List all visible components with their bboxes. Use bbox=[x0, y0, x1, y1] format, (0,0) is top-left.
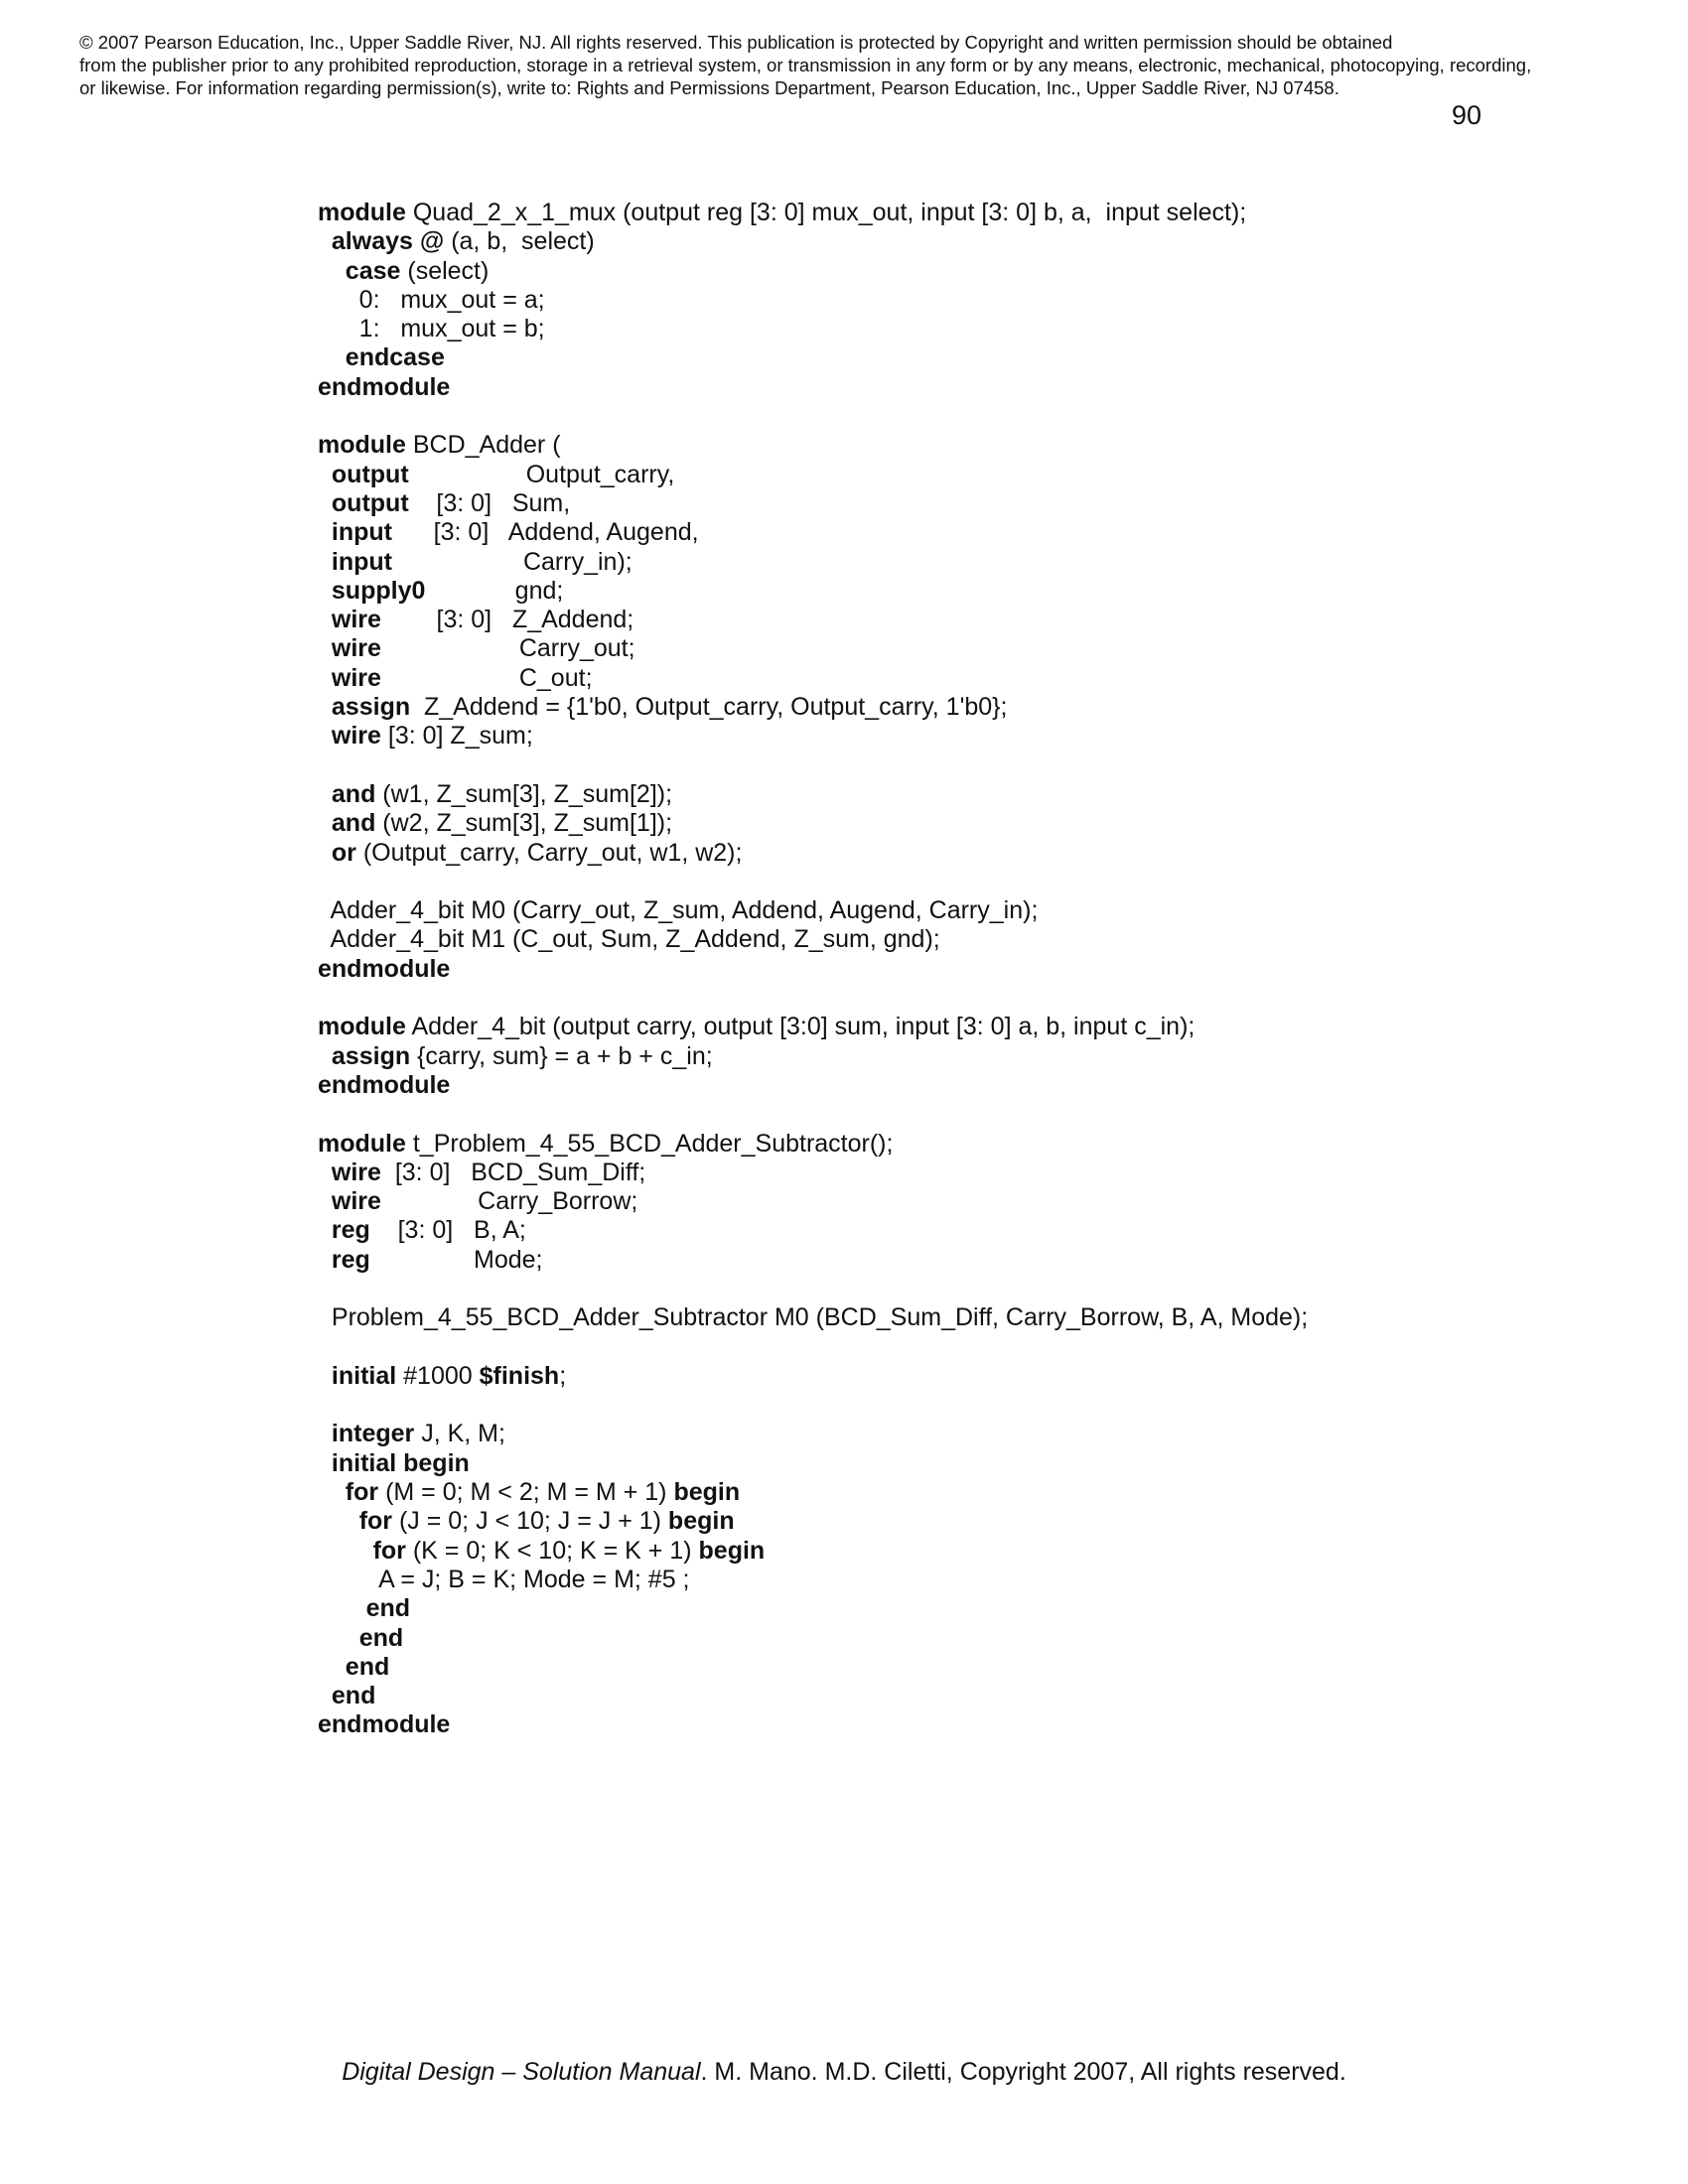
code-line bbox=[318, 1391, 1308, 1420]
code-line bbox=[318, 634, 1308, 663]
code-text: Output_carry, bbox=[408, 460, 675, 488]
code-keyword: for bbox=[372, 1536, 406, 1565]
code-line bbox=[318, 1100, 1308, 1129]
code-text bbox=[318, 722, 332, 750]
code-text: ; bbox=[559, 1361, 567, 1390]
code-text: C_out; bbox=[380, 663, 593, 692]
code-keyword: wire bbox=[331, 663, 381, 692]
code-line bbox=[318, 286, 1308, 315]
copyright-line: from the publisher prior to any prohibited reproduction, storage in a retrieval system, or transmission in any form or by any means, electronic, mechanical, photocopying, recording, bbox=[79, 55, 1532, 75]
code-keyword: wire bbox=[331, 1187, 381, 1216]
code-text bbox=[318, 780, 332, 808]
code-keyword: endmodule bbox=[318, 372, 451, 401]
code-keyword: module bbox=[318, 431, 406, 460]
code-line bbox=[318, 1159, 1308, 1187]
code-line bbox=[318, 548, 1308, 577]
code-text bbox=[318, 489, 332, 517]
code-text: [3: 0] Z_sum; bbox=[380, 722, 533, 751]
code-text: [3: 0] B, A; bbox=[369, 1216, 526, 1245]
code-keyword: case bbox=[345, 256, 401, 285]
code-line bbox=[318, 227, 1308, 256]
code-keyword: integer bbox=[331, 1420, 415, 1448]
code-line bbox=[318, 199, 1308, 227]
code-text bbox=[318, 1507, 359, 1535]
code-keyword: wire bbox=[331, 606, 381, 634]
code-text bbox=[318, 606, 332, 633]
code-line bbox=[318, 896, 1308, 925]
code-text bbox=[318, 461, 332, 488]
code-text bbox=[318, 1187, 332, 1215]
code-line bbox=[318, 489, 1308, 518]
code-line bbox=[318, 955, 1308, 984]
code-text: gnd; bbox=[425, 576, 564, 605]
code-line bbox=[318, 1130, 1308, 1159]
code-text bbox=[318, 693, 332, 721]
code-line bbox=[318, 606, 1308, 634]
code-text: J, K, M; bbox=[414, 1420, 505, 1448]
code-line bbox=[318, 722, 1308, 751]
code-keyword: module bbox=[318, 1013, 406, 1041]
code-text: Adder_4_bit M0 (Carry_out, Z_sum, Addend, Augend, Carry_in); bbox=[318, 896, 1039, 925]
footer-credits: . M. Mano. M.D. Ciletti, Copyright 2007, All rights reserved. bbox=[700, 2058, 1346, 2086]
code-line bbox=[318, 1653, 1308, 1682]
code-keyword: module bbox=[318, 199, 406, 226]
code-text bbox=[318, 1653, 346, 1681]
code-keyword: begin bbox=[673, 1478, 741, 1507]
code-keyword: $finish bbox=[479, 1361, 560, 1390]
code-text: (w1, Z_sum[3], Z_sum[2]); bbox=[375, 779, 673, 808]
code-line bbox=[318, 1362, 1308, 1391]
page-number: 90 bbox=[1452, 100, 1482, 130]
code-line bbox=[318, 577, 1308, 606]
code-line bbox=[318, 1042, 1308, 1071]
code-text: [3: 0] BCD_Sum_Diff; bbox=[380, 1158, 646, 1186]
code-keyword: and bbox=[331, 779, 376, 808]
code-keyword: endmodule bbox=[318, 1710, 451, 1739]
copyright-line: or likewise. For information regarding permission(s), write to: Rights and Permissions Department, Pearson Education, Inc., Upper Saddle River, NJ 07458. bbox=[79, 77, 1339, 98]
code-text bbox=[318, 1624, 359, 1652]
code-line bbox=[318, 1187, 1308, 1216]
code-line bbox=[318, 1537, 1308, 1566]
code-keyword: begin bbox=[667, 1507, 735, 1536]
verilog-code-listing bbox=[318, 199, 1308, 1740]
code-line bbox=[318, 257, 1308, 286]
code-text: Adder_4_bit M1 (C_out, Sum, Z_Addend, Z_sum, gnd); bbox=[318, 925, 940, 954]
code-keyword: and bbox=[331, 809, 376, 838]
code-keyword: end bbox=[358, 1623, 404, 1652]
code-text: #1000 bbox=[396, 1361, 480, 1390]
code-line bbox=[318, 518, 1308, 547]
code-text: t_Problem_4_55_BCD_Adder_Subtractor(); bbox=[405, 1129, 894, 1158]
code-line bbox=[318, 1420, 1308, 1448]
code-text bbox=[318, 577, 332, 605]
code-keyword: begin bbox=[698, 1536, 766, 1565]
code-line bbox=[318, 664, 1308, 693]
code-line bbox=[318, 1507, 1308, 1536]
code-text bbox=[318, 634, 332, 662]
code-line bbox=[318, 1710, 1308, 1739]
code-keyword: reg bbox=[331, 1216, 370, 1245]
code-keyword: supply0 bbox=[331, 576, 426, 605]
code-text bbox=[318, 839, 332, 867]
code-line bbox=[318, 693, 1308, 722]
code-text: [3: 0] Sum, bbox=[408, 488, 571, 517]
code-text bbox=[318, 1478, 346, 1506]
code-text: [3: 0] Z_Addend; bbox=[380, 606, 634, 634]
code-keyword: wire bbox=[331, 722, 381, 751]
footer-book-title: Digital Design – Solution Manual bbox=[342, 2058, 701, 2086]
code-text bbox=[318, 343, 346, 371]
code-line bbox=[318, 315, 1308, 343]
code-text: Carry_in); bbox=[392, 547, 633, 576]
code-keyword: initial begin bbox=[331, 1448, 470, 1477]
code-keyword: input bbox=[331, 518, 392, 547]
code-keyword: always @ bbox=[331, 227, 445, 256]
code-text: (w2, Z_sum[3], Z_sum[1]); bbox=[375, 809, 673, 838]
code-keyword: endmodule bbox=[318, 1070, 451, 1099]
code-keyword: output bbox=[331, 460, 409, 488]
code-line bbox=[318, 1594, 1308, 1623]
code-text bbox=[318, 1216, 332, 1244]
code-line bbox=[318, 868, 1308, 896]
code-text: Z_Addend = {1'b0, Output_carry, Output_carry, 1'b0}; bbox=[410, 693, 1008, 722]
code-text bbox=[318, 809, 332, 837]
code-line bbox=[318, 1275, 1308, 1303]
code-keyword: initial bbox=[331, 1361, 397, 1390]
code-line bbox=[318, 925, 1308, 954]
code-text: (a, b, select) bbox=[444, 227, 595, 256]
code-text: Carry_out; bbox=[380, 634, 635, 663]
code-keyword: output bbox=[331, 488, 409, 517]
code-text bbox=[318, 1159, 332, 1186]
code-text bbox=[318, 548, 332, 576]
code-text: Carry_Borrow; bbox=[380, 1187, 638, 1216]
code-line bbox=[318, 1071, 1308, 1100]
code-keyword: wire bbox=[331, 634, 381, 663]
code-text: (K = 0; K < 10; K = K + 1) bbox=[405, 1536, 699, 1565]
code-text bbox=[318, 1042, 332, 1070]
code-text: {carry, sum} = a + b + c_in; bbox=[410, 1041, 713, 1070]
code-line bbox=[318, 1013, 1308, 1041]
code-line bbox=[318, 1216, 1308, 1245]
code-text: 1: mux_out = b; bbox=[318, 315, 545, 343]
code-line bbox=[318, 431, 1308, 460]
code-keyword: end bbox=[365, 1594, 411, 1623]
code-line bbox=[318, 1333, 1308, 1362]
code-text: Adder_4_bit (output carry, output [3:0] sum, input [3: 0] a, b, input c_in); bbox=[405, 1013, 1196, 1041]
code-text bbox=[318, 257, 346, 285]
code-text: (M = 0; M < 2; M = M + 1) bbox=[378, 1478, 674, 1507]
code-text: Quad_2_x_1_mux (output reg [3: 0] mux_out, input [3: 0] b, a, input select); bbox=[405, 199, 1247, 226]
code-keyword: or bbox=[331, 838, 356, 867]
code-keyword: for bbox=[358, 1507, 393, 1536]
code-text bbox=[318, 664, 332, 692]
code-line bbox=[318, 1682, 1308, 1710]
copyright-notice bbox=[79, 31, 1628, 99]
code-text: (Output_carry, Carry_out, w1, w2); bbox=[355, 838, 743, 867]
code-line bbox=[318, 780, 1308, 809]
code-text bbox=[318, 1420, 332, 1447]
code-text: BCD_Adder ( bbox=[405, 431, 561, 460]
page-footer bbox=[0, 2057, 1688, 2087]
code-keyword: for bbox=[345, 1478, 379, 1507]
code-text bbox=[318, 1537, 373, 1565]
code-line bbox=[318, 1246, 1308, 1275]
code-text bbox=[318, 1362, 332, 1390]
code-line bbox=[318, 751, 1308, 780]
code-text: [3: 0] Addend, Augend, bbox=[392, 518, 699, 547]
code-line bbox=[318, 461, 1308, 489]
code-keyword: wire bbox=[331, 1158, 381, 1186]
code-line bbox=[318, 839, 1308, 868]
code-text: A = J; B = K; Mode = M; #5 ; bbox=[318, 1565, 690, 1593]
code-keyword: input bbox=[331, 547, 392, 576]
code-line bbox=[318, 373, 1308, 402]
code-text: 0: mux_out = a; bbox=[318, 285, 545, 314]
code-line bbox=[318, 809, 1308, 838]
code-text bbox=[318, 1682, 332, 1709]
code-text bbox=[318, 1594, 366, 1622]
code-text bbox=[318, 1449, 332, 1477]
code-keyword: assign bbox=[331, 1041, 411, 1070]
code-line bbox=[318, 1303, 1308, 1332]
code-line bbox=[318, 984, 1308, 1013]
code-line bbox=[318, 343, 1308, 372]
code-line bbox=[318, 1566, 1308, 1594]
code-text bbox=[318, 1246, 332, 1274]
code-keyword: assign bbox=[331, 693, 411, 722]
code-line bbox=[318, 1624, 1308, 1653]
code-text: (J = 0; J < 10; J = J + 1) bbox=[392, 1507, 668, 1536]
code-line bbox=[318, 1449, 1308, 1478]
code-keyword: endmodule bbox=[318, 954, 451, 983]
code-text bbox=[318, 227, 332, 255]
code-keyword: end bbox=[331, 1682, 376, 1710]
copyright-line: © 2007 Pearson Education, Inc., Upper Saddle River, NJ. All rights reserved. This publication is protected by Copyright and written permission should be obtained bbox=[79, 32, 1393, 53]
code-keyword: module bbox=[318, 1129, 406, 1158]
code-text: Mode; bbox=[369, 1245, 543, 1274]
code-line bbox=[318, 1478, 1308, 1507]
code-text bbox=[318, 518, 332, 546]
code-keyword: end bbox=[345, 1652, 390, 1681]
code-keyword: endcase bbox=[345, 343, 445, 372]
code-text: (select) bbox=[400, 256, 490, 285]
code-line bbox=[318, 402, 1308, 431]
code-keyword: reg bbox=[331, 1245, 370, 1274]
code-text: Problem_4_55_BCD_Adder_Subtractor M0 (BCD_Sum_Diff, Carry_Borrow, B, A, Mode); bbox=[318, 1303, 1309, 1332]
